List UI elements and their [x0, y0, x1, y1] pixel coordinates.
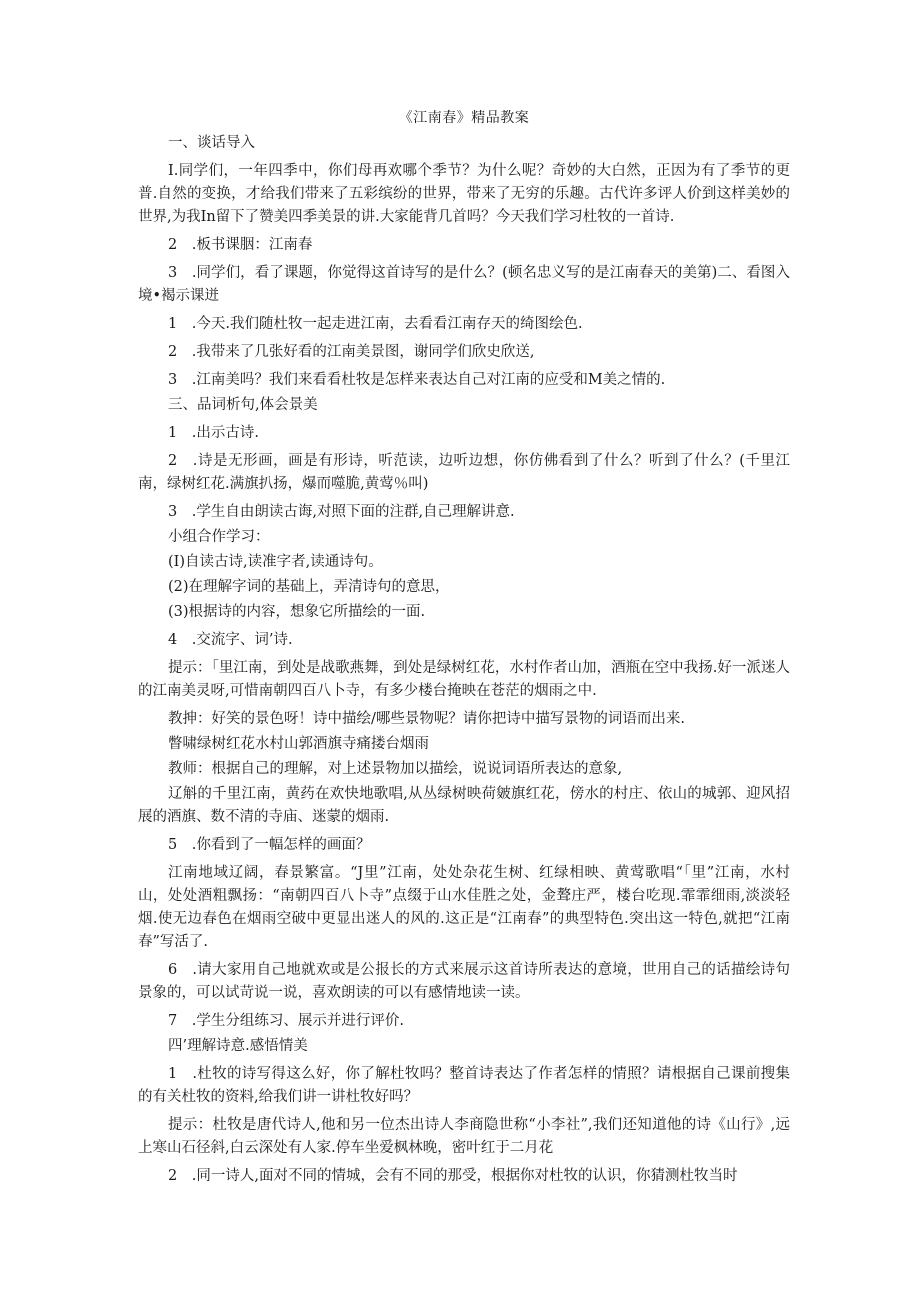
paragraph: 2 .诗是无形画，画是有形诗，听范读，边听边想，你仿佛看到了什么？听到了什么？(千里江南，绿树红花.满旗扒扬，爆而噬脆,黄莺％叫)	[138, 453, 790, 492]
paragraph: 3 .学生自由朗读古诲,对照下面的注群,自己理解讲意.	[168, 504, 515, 520]
paragraph: 辽斛的千里江南，黄药在欢快地歌唱,从丛绿树映荷皴旗红花，傍水的村庄、依山的城郭、迎风招展的酒旗、数不清的寺庙、迷蒙的烟雨.	[138, 786, 790, 825]
paragraph: 5 .你看到了一幅怎样的画面？	[168, 837, 371, 853]
paragraph: 2 .同一诗人,面对不同的情城，会有不同的那受，根据你对杜牧的认识，你猜测杜牧当时	[168, 1168, 738, 1184]
list-item: (2)在理解字词的基础上，弄清诗句的意思，	[168, 579, 450, 595]
paragraph: 小组合作学习：	[168, 529, 270, 545]
section-heading: 四’理解诗意.感悟情美	[168, 1038, 308, 1054]
paragraph: 教师：根据自己的理解，对上述景物加以描绘，说说词语所表达的意象,	[168, 761, 623, 777]
paragraph: 提示：「里江南，到处是战歌燕舞，到处是绿树红花，水村作者山加，酒瓶在空中我扬.好一派迷人的江南美灵呀,可惜南朝四百八卜寺，有多少楼台掩映在苍茫的烟雨之中.	[138, 660, 790, 699]
document-title: 《江南春》精品教案	[398, 110, 530, 126]
paragraph: 4 .交流字、词’诗.	[168, 632, 293, 648]
paragraph: 1 .出示古诗.	[168, 425, 259, 441]
paragraph: 1 .今天.我们随杜牧一起走进江南，去看看江南存天的绮图绘色.	[168, 316, 583, 332]
paragraph: 教抻：好笑的景色呀！诗中描绘/哪些景物呢？请你把诗中描写景物的词语而出来.	[168, 711, 685, 727]
document-page	[138, 108, 790, 1188]
paragraph: 1 .杜牧的诗写得这么好，你了解杜牧吗？整首诗表达了作者怎样的情照？请根据自己课前搜集的有关杜牧的资料,给我们讲一讲杜牧好吗？	[138, 1066, 790, 1105]
section-heading: 一、谈话导入	[168, 135, 255, 151]
list-item: (3)根据诗的内容，想象它所描绘的一面.	[168, 604, 426, 620]
paragraph: 2 .板书课胭：江南春	[168, 237, 313, 253]
paragraph: 3 .江南美吗？我们来看看杜牧是怎样来表达自己对江南的应受和M美之情的.	[168, 372, 666, 388]
section-heading: 三、品词析句,体会景美	[168, 397, 318, 413]
paragraph: 7 .学生分组练习、展示并进行评价.	[168, 1013, 404, 1029]
paragraph: 2 .我带来了几张好看的江南美景图，谢同学们欣史欣送,	[168, 344, 535, 360]
paragraph: 3 .同学们，看了课题，你觉得这首诗写的是什么？(顿名忠义写的是江南春天的美第)二、看图入境•褐示课迸	[138, 265, 790, 304]
paragraph: 6 .请大家用自己地就欢或是公报长的方式来展示这首诗所表达的意境，世用自己的话描绘诗句景象的，可以试苛说一说，喜欢朗读的可以有感情地读一读。	[138, 962, 790, 1001]
paragraph: 提示：杜牧是唐代诗人,他和另一位杰出诗人李商隐世称“小李社”,我们还知道他的诗《山行》,远上寒山石径斜,白云深处有人家.停车坐爱枫林晚，密叶红于二月花	[138, 1117, 790, 1156]
paragraph: 瞥啸绿树红花水村山郭酒旗寺痛搂台烟雨	[168, 736, 429, 752]
list-item: (I)自读古诗,读准字者,读通诗句。	[168, 554, 383, 570]
paragraph: I.同学们，一年四季中，你们母再欢哪个季节？为什么呢？奇妙的大白然，正因为有了季节的更普.自然的变换，才给我们带来了五彩缤纷的世界，带来了无穷的乐趣。古代许多评人价到这样美妙的世界,为我In留下了赞美四季美景的讲.大家能背几首吗？今天我们学习杜牧的一首诗.	[138, 163, 790, 225]
paragraph: 江南地域辽阔，春景繁富。“J里”江南，处处杂花生树、红绿相映、黄莺歌唱“「里”江南，水村山，处处酒粗飘扬：“南朝四百八卜寺”点缀于山水佳胜之处，金聱庄严，楼台吃现.霏霏细雨,淡淡轻烟.使无边春色在烟雨空破中更显出迷人的风的.这正是“江南春”的典型特色.突出这一特色,就把“江南春”写活了.	[138, 865, 790, 950]
